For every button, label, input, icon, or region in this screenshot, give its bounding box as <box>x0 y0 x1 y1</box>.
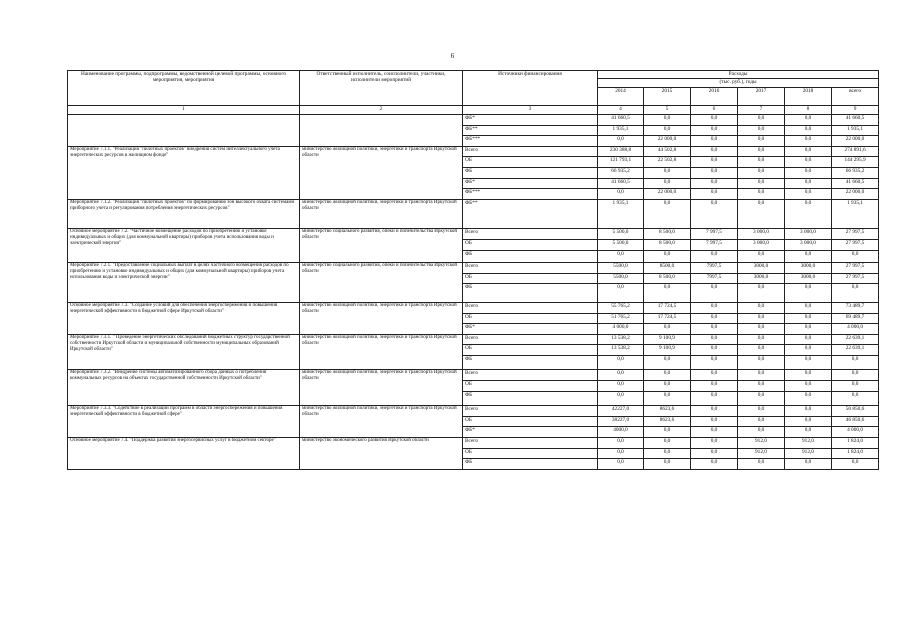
year-value: 0,0 <box>691 448 738 459</box>
funding-source: ФБ** <box>463 199 598 229</box>
year-value: 3 000,0 <box>738 239 785 250</box>
header-year: 2015 <box>644 88 691 106</box>
responsible-executor: министерство социального развития, опеки и попечительства Иркутской области <box>300 229 463 263</box>
year-value: 0,0 <box>691 178 738 189</box>
year-value: 0,0 <box>691 334 738 345</box>
year-value: 0,0 <box>738 125 785 136</box>
funding-source: Всего <box>463 370 598 381</box>
year-value: 230 388,8 <box>598 146 644 157</box>
year-value: 0,0 <box>644 459 691 470</box>
total-value: 0,0 <box>832 381 879 392</box>
responsible-executor: министерство жилищной политики, энергетики и транспорта Иркутской области <box>300 302 463 334</box>
activity-name: Основное мероприятие 7.2. "Частичное возмещение расходов по приобретению и установке индивидуальных и общих (для коммунальной квартиры) приборов учета использования воды и электрической энергии" <box>68 229 300 263</box>
funding-source: ОБ <box>463 239 598 250</box>
header-year: 2014 <box>598 88 644 106</box>
activity-name: Мероприятие 7.2.1. "Предоставление социальных выплат в целях частичного возмещения расходов по приобретению и установке индивидуальных и общих (для коммунальной квартиры) приборов учета использования воды и электрической энергии" <box>68 263 300 303</box>
header-total: всего <box>832 88 879 106</box>
year-value: 0,0 <box>785 115 832 126</box>
year-value: 4000,0 <box>598 427 644 438</box>
year-value: 0,0 <box>644 167 691 178</box>
year-value: 22 502,8 <box>644 157 691 168</box>
year-value: 4 000,0 <box>598 324 644 335</box>
year-value: 0,0 <box>738 406 785 417</box>
year-value: 7 997,5 <box>691 229 738 240</box>
header-year: 2016 <box>691 88 738 106</box>
budget-table <box>67 70 879 470</box>
year-value: 0,0 <box>691 313 738 324</box>
year-value: 0,0 <box>598 189 644 200</box>
year-value: 0,0 <box>738 313 785 324</box>
year-value: 7997,5 <box>691 273 738 284</box>
table-row <box>68 199 879 229</box>
activity-name: Мероприятие 7.3.2. "Внедрение системы автоматизированного сбора данных о потреблении коммунальных ресурсов на объектах государственной собственности Иркутской области" <box>68 370 300 406</box>
total-value: 144 295,9 <box>832 157 879 168</box>
year-value: 13 538,2 <box>598 334 644 345</box>
header-responsible: Ответственный исполнитель, соисполнители, участники, исполнители мероприятий <box>300 71 463 106</box>
activity-name: Мероприятие 7.3.1. " Проведение энергетических обследований бюджетных структур государственной собственности Иркутской области и муниципальной собственности муниципальных образований Иркутской области" <box>68 334 300 370</box>
year-value: 0,0 <box>785 355 832 370</box>
funding-source: ОБ <box>463 313 598 324</box>
responsible-executor: министерство жилищной политики, энергетики и транспорта Иркутской области <box>300 199 463 229</box>
year-value: 0,0 <box>598 284 644 303</box>
total-value: 0,0 <box>832 459 879 470</box>
year-value: 0,0 <box>785 250 832 263</box>
year-value: 5 500,0 <box>598 229 644 240</box>
year-value: 0,0 <box>644 178 691 189</box>
column-number: 6 <box>691 106 738 115</box>
total-value: 1 824,0 <box>832 448 879 459</box>
year-value: 55 765,2 <box>598 302 644 313</box>
year-value: 0,0 <box>738 115 785 126</box>
funding-source: ФБ <box>463 459 598 470</box>
funding-source: Всего <box>463 146 598 157</box>
year-value: 51 765,2 <box>598 313 644 324</box>
year-value: 9 100,9 <box>644 345 691 356</box>
year-value: 0,0 <box>691 345 738 356</box>
year-value: 0,0 <box>644 324 691 335</box>
funding-source: ФБ <box>463 391 598 406</box>
year-value: 0,0 <box>785 416 832 427</box>
year-value: 0,0 <box>644 370 691 381</box>
table-row <box>68 370 879 381</box>
year-value: 0,0 <box>785 136 832 147</box>
column-number: 5 <box>644 106 691 115</box>
responsible-executor: министерство социального развития, опеки и попечительства Иркутской области <box>300 263 463 303</box>
year-value: 8623,6 <box>644 416 691 427</box>
year-value: 44 502,8 <box>644 146 691 157</box>
funding-source: ФБ <box>463 355 598 370</box>
total-value: 41 660,5 <box>832 178 879 189</box>
column-number: 9 <box>832 106 879 115</box>
total-value: 4 000,0 <box>832 324 879 335</box>
year-value: 0,0 <box>644 381 691 392</box>
budget-sheet <box>67 70 879 470</box>
year-value: 0,0 <box>598 355 644 370</box>
year-value: 0,0 <box>598 381 644 392</box>
year-value: 0,0 <box>598 448 644 459</box>
year-value: 0,0 <box>738 381 785 392</box>
year-value: 0,0 <box>691 391 738 406</box>
funding-source: ОБ <box>463 448 598 459</box>
year-value: 0,0 <box>738 178 785 189</box>
year-value: 0,0 <box>738 324 785 335</box>
year-value: 3000,0 <box>785 263 832 274</box>
year-value: 0,0 <box>785 324 832 335</box>
year-value: 3 000,0 <box>785 239 832 250</box>
funding-source: ФБ <box>463 250 598 263</box>
year-value: 0,0 <box>644 115 691 126</box>
total-value: 27 997,5 <box>832 263 879 274</box>
total-value: 1 824,0 <box>832 438 879 449</box>
activity-name: Мероприятие 7.3.3. "Содействие в реализации программ в области энергосбережения и повышения энергетической эффективности в бюджетной сфере" <box>68 406 300 438</box>
funding-source: ФБ <box>463 284 598 303</box>
funding-source: ФБ* <box>463 324 598 335</box>
total-value: 22 639,1 <box>832 334 879 345</box>
year-value: 0,0 <box>691 370 738 381</box>
year-value: 0,0 <box>785 427 832 438</box>
year-value: 0,0 <box>738 459 785 470</box>
table-row <box>68 229 879 240</box>
year-value: 0,0 <box>691 438 738 449</box>
year-value: 0,0 <box>644 199 691 229</box>
year-value: 0,0 <box>691 250 738 263</box>
year-value: 0,0 <box>644 427 691 438</box>
year-value: 38227,0 <box>598 416 644 427</box>
total-value: 0,0 <box>832 284 879 303</box>
year-value: 0,0 <box>691 416 738 427</box>
table-row <box>68 406 879 417</box>
year-value: 0,0 <box>738 250 785 263</box>
responsible-executor: министерство экономического развития Иркутской области <box>300 438 463 470</box>
year-value: 0,0 <box>644 250 691 263</box>
responsible-executor <box>300 115 463 147</box>
funding-source: ФБ* <box>463 115 598 126</box>
header-source: Источники финансирования <box>463 71 598 106</box>
year-value: 0,0 <box>738 302 785 313</box>
header-expenses-unit: (тыс. руб.), годы <box>598 79 879 88</box>
total-value: 4 000,0 <box>832 427 879 438</box>
year-value: 0,0 <box>738 136 785 147</box>
year-value: 0,0 <box>785 157 832 168</box>
year-value: 0,0 <box>738 416 785 427</box>
year-value: 0,0 <box>598 250 644 263</box>
year-value: 7 997,5 <box>691 239 738 250</box>
responsible-executor: министерство жилищной политики, энергетики и транспорта Иркутской области <box>300 334 463 370</box>
year-value: 912,0 <box>785 448 832 459</box>
year-value: 912,0 <box>738 438 785 449</box>
year-value: 0,0 <box>691 189 738 200</box>
year-value: 0,0 <box>644 125 691 136</box>
year-value: 0,0 <box>738 189 785 200</box>
total-value: 27 997,5 <box>832 273 879 284</box>
year-value: 0,0 <box>785 391 832 406</box>
year-value: 0,0 <box>691 284 738 303</box>
total-value: 1 935,1 <box>832 199 879 229</box>
year-value: 1 935,1 <box>598 125 644 136</box>
year-value: 0,0 <box>738 167 785 178</box>
year-value: 3000,0 <box>785 273 832 284</box>
year-value: 66 935,2 <box>598 167 644 178</box>
year-value: 41 660,5 <box>598 115 644 126</box>
year-value: 3000,0 <box>738 263 785 274</box>
year-value: 8 500,0 <box>644 273 691 284</box>
total-value: 0,0 <box>832 250 879 263</box>
header-program: Наименование программы, подпрограммы, ведомственной целевой программы, основного мероприятия, мероприятия <box>68 71 300 106</box>
year-value: 0,0 <box>785 167 832 178</box>
year-value: 0,0 <box>738 427 785 438</box>
funding-source: ФБ*** <box>463 136 598 147</box>
total-value: 50 850,6 <box>832 406 879 417</box>
page-number: 6 <box>450 52 455 60</box>
column-number: 1 <box>68 106 300 115</box>
column-number: 3 <box>463 106 598 115</box>
year-value: 41 660,5 <box>598 178 644 189</box>
total-value: 27 997,5 <box>832 239 879 250</box>
year-value: 0,0 <box>644 355 691 370</box>
total-value: 22 639,1 <box>832 345 879 356</box>
table-row <box>68 115 879 126</box>
table-header <box>68 71 879 115</box>
year-value: 0,0 <box>785 345 832 356</box>
year-value: 0,0 <box>738 345 785 356</box>
funding-source: ФБ* <box>463 178 598 189</box>
year-value: 912,0 <box>785 438 832 449</box>
funding-source: ФБ** <box>463 125 598 136</box>
funding-source: ФБ <box>463 167 598 178</box>
funding-source: ОБ <box>463 381 598 392</box>
year-value: 0,0 <box>785 189 832 200</box>
year-value: 0,0 <box>785 334 832 345</box>
header-year: 2017 <box>738 88 785 106</box>
header-year: 2018 <box>785 88 832 106</box>
total-value: 27 997,5 <box>832 229 879 240</box>
year-value: 0,0 <box>785 125 832 136</box>
funding-source: Всего <box>463 406 598 417</box>
activity-name <box>68 115 300 147</box>
table-row <box>68 263 879 274</box>
column-number: 2 <box>300 106 463 115</box>
funding-source: ОБ <box>463 273 598 284</box>
table-row <box>68 438 879 449</box>
year-value: 0,0 <box>691 146 738 157</box>
year-value: 0,0 <box>785 284 832 303</box>
total-value: 73 489,7 <box>832 302 879 313</box>
year-value: 121 793,1 <box>598 157 644 168</box>
year-value: 0,0 <box>598 438 644 449</box>
header-expenses: Расходы <box>598 71 879 79</box>
year-value: 22 000,0 <box>644 136 691 147</box>
year-value: 0,0 <box>598 459 644 470</box>
total-value: 0,0 <box>832 370 879 381</box>
total-value: 1 935,1 <box>832 125 879 136</box>
year-value: 0,0 <box>691 381 738 392</box>
year-value: 8 500,0 <box>644 229 691 240</box>
year-value: 8 500,0 <box>644 239 691 250</box>
year-value: 0,0 <box>691 355 738 370</box>
total-value: 66 935,2 <box>832 167 879 178</box>
year-value: 3000,0 <box>738 273 785 284</box>
total-value: 41 660,5 <box>832 115 879 126</box>
year-value: 0,0 <box>691 125 738 136</box>
table-row <box>68 334 879 345</box>
year-value: 0,0 <box>738 355 785 370</box>
year-value: 9 100,9 <box>644 334 691 345</box>
table-body <box>68 115 879 470</box>
funding-source: ФБ*** <box>463 189 598 200</box>
year-value: 0,0 <box>691 136 738 147</box>
column-number: 8 <box>785 106 832 115</box>
table-row <box>68 146 879 157</box>
activity-name: Основное мероприятие 7.4. "Поддержка развития энергосервисных услуг в бюджетном секторе" <box>68 438 300 470</box>
total-value: 69 489,7 <box>832 313 879 324</box>
year-value: 0,0 <box>738 146 785 157</box>
year-value: 0,0 <box>691 167 738 178</box>
funding-source: Всего <box>463 263 598 274</box>
year-value: 0,0 <box>738 284 785 303</box>
year-value: 7997,5 <box>691 263 738 274</box>
year-value: 0,0 <box>644 391 691 406</box>
year-value: 5500,0 <box>598 263 644 274</box>
year-value: 0,0 <box>785 199 832 229</box>
year-value: 0,0 <box>785 370 832 381</box>
year-value: 0,0 <box>691 324 738 335</box>
total-value: 0,0 <box>832 391 879 406</box>
year-value: 0,0 <box>691 157 738 168</box>
responsible-executor: министерство жилищной политики, энергетики и транспорта Иркутской области <box>300 146 463 199</box>
responsible-executor: министерство жилищной политики, энергетики и транспорта Иркутской области <box>300 406 463 438</box>
table-row <box>68 302 879 313</box>
year-value: 17 724,5 <box>644 313 691 324</box>
funding-source: Всего <box>463 438 598 449</box>
year-value: 0,0 <box>785 146 832 157</box>
activity-name: Основное мероприятие 7.3. "Создание условий для обеспечения энергосбережения и повышения энергетической эффективности в бюджетной сфере Иркутской области" <box>68 302 300 334</box>
responsible-executor: министерство жилищной политики, энергетики и транспорта Иркутской области <box>300 370 463 406</box>
year-value: 0,0 <box>598 391 644 406</box>
total-value: 46 850,6 <box>832 416 879 427</box>
year-value: 0,0 <box>738 370 785 381</box>
column-number: 4 <box>598 106 644 115</box>
year-value: 0,0 <box>785 313 832 324</box>
year-value: 0,0 <box>691 459 738 470</box>
funding-source: ОБ <box>463 157 598 168</box>
year-value: 0,0 <box>598 136 644 147</box>
year-value: 0,0 <box>691 115 738 126</box>
year-value: 22 000,0 <box>644 189 691 200</box>
total-value: 22 000,0 <box>832 189 879 200</box>
year-value: 5 500,0 <box>598 239 644 250</box>
funding-source: ОБ <box>463 345 598 356</box>
year-value: 0,0 <box>738 391 785 406</box>
year-value: 0,0 <box>785 178 832 189</box>
year-value: 17 724,5 <box>644 302 691 313</box>
year-value: 0,0 <box>691 406 738 417</box>
year-value: 0,0 <box>691 302 738 313</box>
year-value: 0,0 <box>738 157 785 168</box>
year-value: 0,0 <box>738 334 785 345</box>
year-value: 1 935,1 <box>598 199 644 229</box>
funding-source: Всего <box>463 302 598 313</box>
year-value: 3 000,0 <box>785 229 832 240</box>
year-value: 8500,0 <box>644 263 691 274</box>
activity-name: Мероприятие 7.1.1. "Реализация "пилотных проектов" внедрения систем интеллектуального учета энергетических ресурсов в жилищном фонде" <box>68 146 300 199</box>
year-value: 0,0 <box>644 448 691 459</box>
year-value: 0,0 <box>738 199 785 229</box>
year-value: 3 000,0 <box>738 229 785 240</box>
year-value: 42227,0 <box>598 406 644 417</box>
column-number: 7 <box>738 106 785 115</box>
total-value: 0,0 <box>832 355 879 370</box>
year-value: 0,0 <box>785 406 832 417</box>
year-value: 0,0 <box>644 438 691 449</box>
total-value: 274 891,6 <box>832 146 879 157</box>
year-value: 8623,6 <box>644 406 691 417</box>
year-value: 13 538,2 <box>598 345 644 356</box>
year-value: 0,0 <box>785 302 832 313</box>
funding-source: Всего <box>463 229 598 240</box>
funding-source: Всего <box>463 334 598 345</box>
year-value: 0,0 <box>691 427 738 438</box>
year-value: 0,0 <box>785 381 832 392</box>
activity-name: Мероприятие 7.1.2. "Реализация "пилотных проектов" по формированию зон высокого охвата системами приборного учета и регулирования потребления энергетических ресурсов" <box>68 199 300 229</box>
funding-source: ФБ* <box>463 427 598 438</box>
year-value: 0,0 <box>691 199 738 229</box>
year-value: 0,0 <box>785 459 832 470</box>
year-value: 0,0 <box>598 370 644 381</box>
year-value: 0,0 <box>644 284 691 303</box>
funding-source: ОБ <box>463 416 598 427</box>
year-value: 912,0 <box>738 448 785 459</box>
total-value: 22 000,0 <box>832 136 879 147</box>
year-value: 5500,0 <box>598 273 644 284</box>
